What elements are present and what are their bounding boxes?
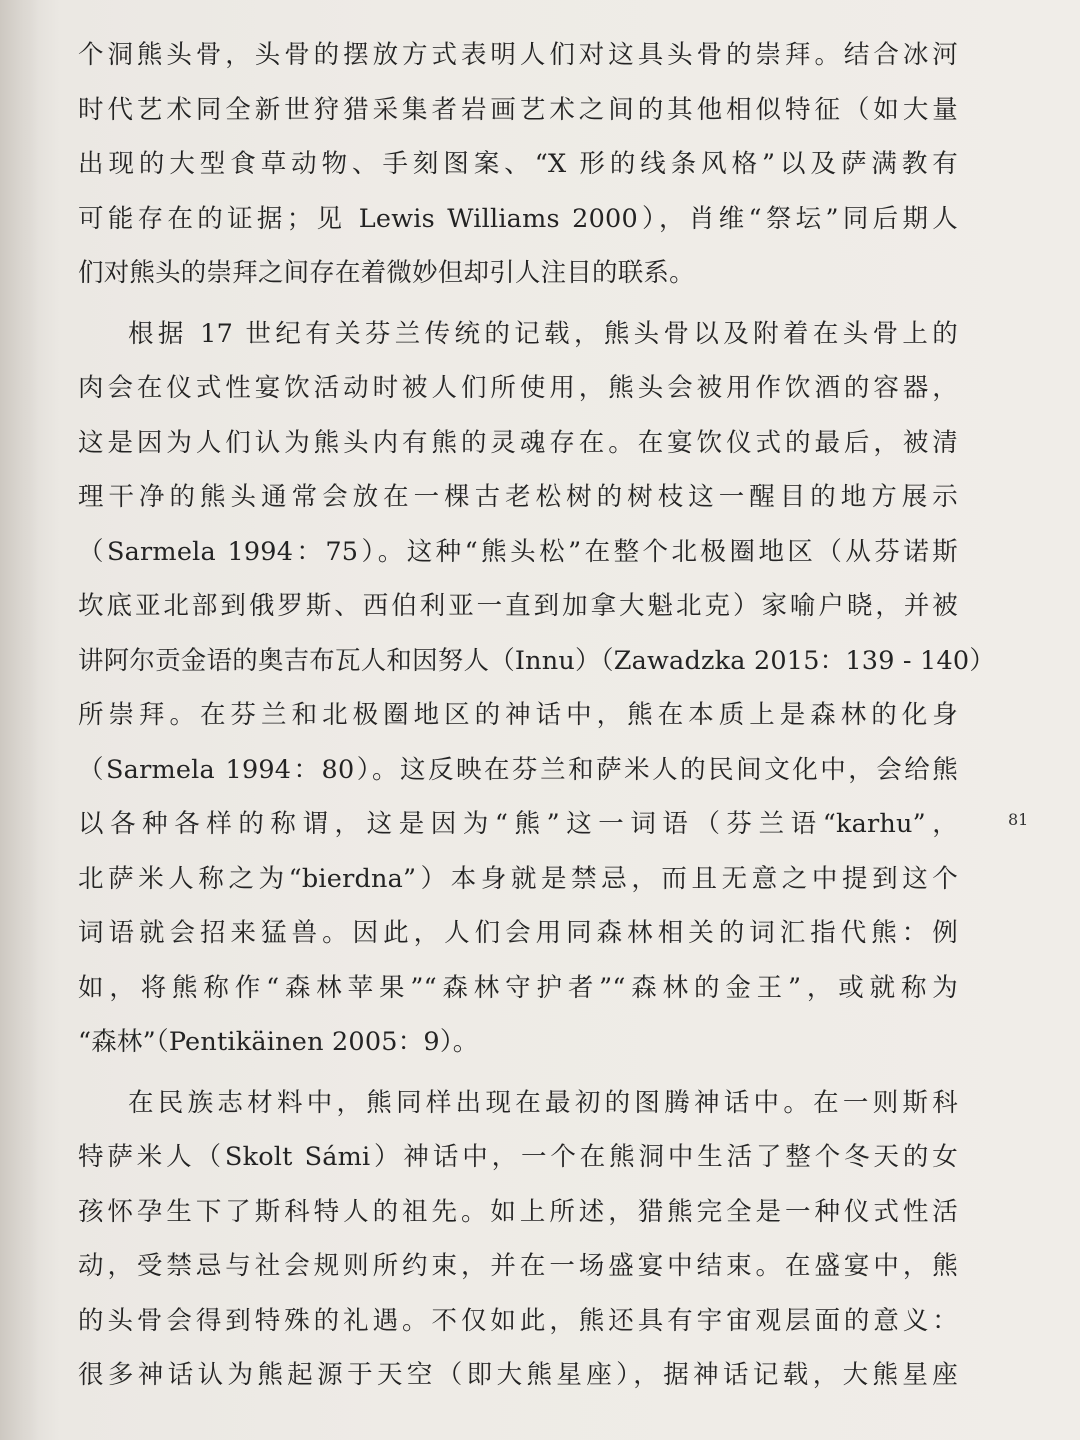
text-line: 词语就会招来猛兽。因此，人们会用同森林相关的词汇指代熊：例 (78, 918, 958, 948)
text-line: 很多神话认为熊起源于天空（即大熊星座），据神话记载，大熊星座 (78, 1360, 958, 1390)
paragraph-2 (78, 307, 996, 1070)
paragraph-3 (78, 1076, 958, 1403)
book-binding-shadow (0, 0, 38, 1440)
text-line: 在民族志材料中，熊同样出现在最初的图腾神话中。在一则斯科 (128, 1087, 958, 1118)
text-line: 出现的大型食草动物、手刻图案、“X 形的线条风格”以及萨满教有 (78, 149, 958, 179)
text-line: 理干净的熊头通常会放在一棵古老松树的树枝这一醒目的地方展示 (78, 482, 958, 512)
text-line: “森林”（Pentikäinen 2005：9）。 (78, 1027, 479, 1057)
text-line: 动，受禁忌与社会规则所约束，并在一场盛宴中结束。在盛宴中，熊 (78, 1251, 958, 1281)
paragraph-1 (78, 28, 958, 301)
page-number: 81 (1008, 810, 1029, 829)
text-line: 个洞熊头骨，头骨的摆放方式表明人们对这具头骨的崇拜。结合冰河 (78, 40, 958, 70)
text-line: 肉会在仪式性宴饮活动时被人们所使用，熊头会被用作饮酒的容器， (78, 373, 958, 403)
text-line: 坎底亚北部到俄罗斯、西伯利亚一直到加拿大魁北克）家喻户晓，并被 (78, 591, 958, 621)
text-line: 以各种各样的称谓，这是因为“熊”这一词语（芬兰语“karhu”， (78, 809, 958, 839)
text-line: 这是因为人们认为熊头内有熊的灵魂存在。在宴饮仪式的最后，被清 (78, 427, 958, 458)
text-line: 特萨米人（Skolt Sámi）神话中，一个在熊洞中生活了整个冬天的女 (78, 1142, 958, 1172)
text-line: 讲阿尔贡金语的奥吉布瓦人和因努人（Innu）（Zawadzka 2015：139 - 140） (78, 645, 996, 676)
text-line: 时代艺术同全新世狩猎采集者岩画艺术之间的其他相似特征（如大量 (78, 94, 958, 125)
text-line: （Sarmela 1994：80）。这反映在芬兰和萨米人的民间文化中，会给熊 (78, 754, 958, 785)
text-line: 根据 17 世纪有关芬兰传统的记载，熊头骨以及附着在头骨上的 (128, 318, 958, 349)
text-line: 所崇拜。在芬兰和北极圈地区的神话中，熊在本质上是森林的化身 (78, 700, 958, 730)
text-line: 北萨米人称之为“bierdna”）本身就是禁忌，而且无意之中提到这个 (78, 863, 958, 894)
text-line: 如，将熊称作“森林苹果”“森林守护者”“森林的金王”，或就称为 (78, 972, 958, 1003)
text-line: 孩怀孕生下了斯科特人的祖先。如上所述，猎熊完全是一种仪式性活 (78, 1196, 958, 1227)
text-line: 的头骨会得到特殊的礼遇。不仅如此，熊还具有宇宙观层面的意义： (78, 1305, 958, 1336)
body-text (78, 28, 996, 1409)
text-line: 们对熊头的崇拜之间存在着微妙但却引人注目的联系。 (78, 258, 695, 288)
text-line: 可能存在的证据；见 Lewis Williams 2000），肖维“祭坛”同后期人 (78, 203, 958, 234)
text-line: （Sarmela 1994：75）。这种“熊头松”在整个北极圈地区（从芬诺斯 (78, 536, 958, 567)
